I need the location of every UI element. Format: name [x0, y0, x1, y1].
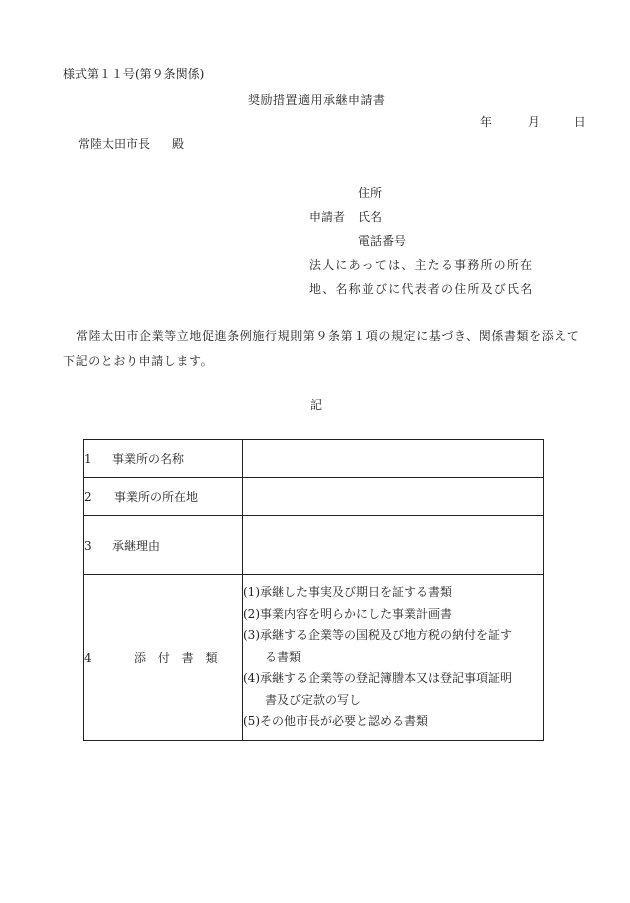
address-label: 住所 — [358, 186, 383, 200]
succession-reason-value — [243, 516, 544, 575]
row-label: 事業所の所在地 — [114, 490, 199, 504]
table-row — [84, 516, 544, 575]
ki-heading: 記 — [310, 398, 323, 412]
list-item: (2)事業内容を明らかにした事業計画書 — [243, 606, 452, 621]
row-label: 添 付 書 類 — [134, 651, 222, 665]
row-number: 4 — [84, 651, 92, 665]
list-item-continuation: る書類 — [265, 649, 302, 664]
form-number: 様式第１１号(第９条関係) — [63, 67, 205, 81]
addressee — [78, 137, 184, 151]
application-statement: 常陸太田市企業等立地促進条例施行規則第９条第１項の規定に基づき、関係書類を添えて下記のとおり申請します。 — [63, 329, 580, 368]
corporation-note-line-2: 地、名称並びに代表者の住所及び氏名 — [309, 282, 534, 296]
date-month-label: 月 — [527, 115, 540, 129]
applicant-label: 申請者 — [309, 210, 346, 224]
business-location-value — [243, 478, 544, 516]
corporation-note-line-1: 法人にあっては、主たる事務所の所在 — [309, 258, 534, 272]
list-item: (4)承継する企業等の登記簿謄本又は登記事項証明 — [243, 671, 512, 686]
list-item-continuation: 書及び定款の写し — [265, 692, 362, 707]
row-label-cell — [84, 440, 243, 478]
row-label-cell — [84, 478, 243, 516]
list-item: (3)承継する企業等の国税及び地方税の納付を証す — [243, 628, 512, 643]
business-name-value — [243, 440, 544, 478]
row-label-cell — [84, 575, 243, 741]
row-number: 1 — [84, 452, 92, 466]
row-label: 事業所の名称 — [112, 452, 185, 466]
list-item: (5)その他市長が必要と認める書類 — [243, 714, 428, 729]
addressee-name: 常陸太田市長 — [78, 137, 151, 151]
date-year-label: 年 — [480, 115, 493, 129]
name-label: 氏名 — [358, 210, 383, 224]
application-items-table — [83, 439, 544, 741]
date-line — [480, 115, 586, 129]
table-row — [84, 575, 544, 741]
row-number: 2 — [84, 490, 92, 504]
table-row — [84, 478, 544, 516]
table-row — [84, 440, 544, 478]
list-item: (1)承継した事実及び期日を証する書類 — [243, 585, 452, 600]
addressee-honorific: 殿 — [172, 137, 185, 151]
row-label-cell — [84, 516, 243, 575]
document-title: 奨励措置適用承継申請書 — [248, 93, 386, 107]
phone-label: 電話番号 — [358, 234, 407, 248]
row-label: 承継理由 — [112, 538, 161, 553]
row-number: 3 — [84, 538, 92, 553]
attached-documents-list — [243, 575, 544, 741]
date-day-label: 日 — [573, 115, 586, 129]
